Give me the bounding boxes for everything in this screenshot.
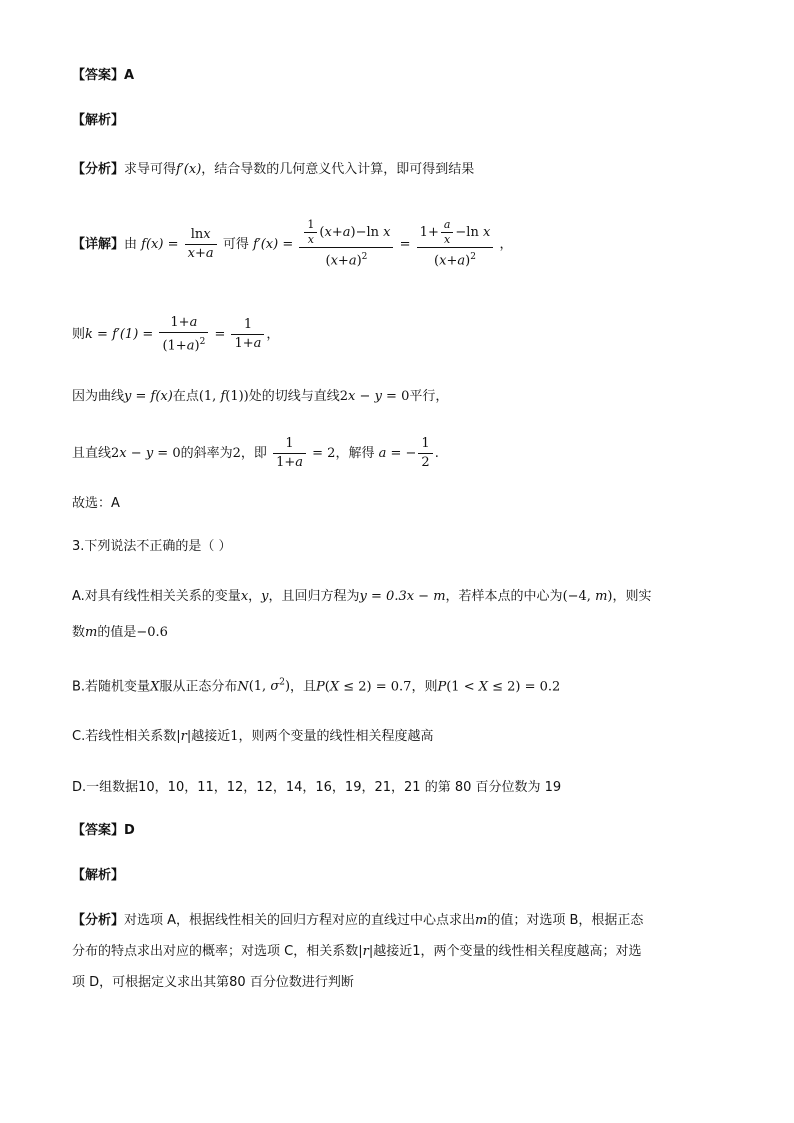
answer-2-label: 【答案】 [72, 823, 125, 838]
slope-b: 的斜率为 [180, 446, 233, 461]
option-c-3: ，则两个变量的线性相关程度越高 [238, 729, 434, 744]
option-b: B.若随机变量X服从正态分布N(1, $\sigma^2$)，且P(X ≤ 2) = 0.7，则P(1 < X ≤ 2) = 0.2 [72, 678, 561, 695]
analysis-2-label: 【分析】 [72, 913, 125, 928]
option-a-line-2: 数m的值是−0.6 [72, 625, 168, 640]
detail-by: 由 [124, 237, 138, 252]
analysis-label: 【分析】 [72, 162, 125, 177]
slope-d: ，即 [240, 446, 267, 461]
detail-get: 可得 [222, 237, 249, 252]
then-tail: ， [266, 327, 280, 342]
option-c-1: C.若线性相关系数 [72, 729, 177, 744]
answer-2-value: D [124, 823, 135, 838]
analysis-2-line-1: 【分析】对选项 A，根据线性相关的回归方程对应的直线过中心点求出m的值；对选项 B，根据正态 [72, 913, 644, 928]
formula-point: (1, f(1)) [198, 389, 249, 404]
slope-f: . [434, 446, 439, 461]
analysis-2-l2b: 越接近1，两个变量的线性相关程度越高；对选 [373, 944, 642, 959]
option-b-3: ，且 [290, 679, 317, 695]
slope-value: 2 [232, 446, 241, 461]
analysis-heading-2: 【解析】 [72, 868, 125, 883]
analysis-2-line-3: 项 D，可根据定义求出其第80 百分位数进行判断 [72, 975, 354, 990]
formula-line-2: 2x − y = 0 [111, 446, 181, 461]
option-b-2: 服从正态分布 [159, 679, 238, 695]
fraction-result: $\frac{1}{2}$ [418, 435, 432, 472]
formula-prob-2: P(1 < X ≤ 2) = 0.2 [437, 679, 561, 695]
formula-line: 2x − y = 0 [339, 389, 410, 404]
slope-a: 且直线 [72, 446, 112, 461]
fraction-derivative-1: $\frac{1}{x}$ (x+a)−ln x $(x+a)^2$ [299, 218, 393, 270]
analysis-text-b: ，结合导数的几何意义代入计算，即可得到结果 [201, 162, 475, 177]
formula-regression: y = 0.3x − m [359, 589, 446, 604]
slope-line: 且直线2x − y = 0的斜率为2，即 $\frac{1}{1+a}$ = 2，解得 a = − $\frac{1}{2}$ . [72, 436, 439, 470]
fraction-lnx-over-x-plus-a: $\frac{\ln x}{x+a}$ [185, 226, 217, 263]
answer-1 [72, 66, 134, 86]
option-a-4: ，则实 [612, 589, 652, 604]
option-a-5: 数 [72, 625, 86, 640]
analysis-2-l1b: 的值；对选项 B，根据正态 [487, 913, 644, 928]
option-a-2: ，且回归方程为 [268, 589, 360, 604]
formula-fx: f(x) [141, 237, 164, 252]
option-c-2: 越接近 [191, 729, 231, 744]
detail-then: 则k = f′(1) = $\frac{1+a}{(1+a)^2}$ = $\frac{1}{1+a}$ ， [72, 314, 280, 354]
formula-value: −0.6 [136, 625, 168, 640]
analysis-1 [72, 160, 474, 180]
analysis-heading-1: 【解析】 [72, 113, 125, 128]
option-d: D.一组数据10，10，11，12，12，14，16，19，21，21 的第 80 百分位数为 19 [72, 780, 562, 795]
formula-k: k [85, 327, 93, 342]
curve-b: 在点 [172, 389, 199, 404]
fraction-k-1: $\frac{1+a}{(1+a)^2}$ [159, 314, 208, 355]
curve-line [72, 387, 448, 407]
option-a-6: 的值是 [97, 625, 137, 640]
analysis-2-l2a: 分布的特点求出对应的概率；对选项 C，相关系数 [72, 944, 359, 959]
option-a-1: A.对具有线性相关关系的变量 [72, 589, 241, 604]
detail-comma: ， [499, 237, 513, 252]
formula-abs-r: |r| [176, 729, 192, 744]
analysis-2-l1a: 对选项 A，根据线性相关的回归方程对应的直线过中心点求出 [124, 913, 476, 928]
fraction-derivative-2: 1+ $\frac{a}{x}$ −ln x $(x+a)^2$ [417, 218, 494, 270]
fraction-slope: $\frac{1}{1+a}$ [273, 435, 306, 472]
option-b-1: B.若随机变量 [72, 679, 151, 695]
answer-label: 【答案】 [72, 68, 125, 83]
option-c: C.若线性相关系数|r|越接近1，则两个变量的线性相关程度越高 [72, 729, 434, 744]
option-a-3: ，若样本点的中心为 [445, 589, 563, 604]
option-b-4: ，则 [411, 679, 438, 695]
answer-2 [72, 821, 135, 841]
slope-e: ，解得 [335, 446, 375, 461]
formula-prob-1: P(X ≤ 2) = 0.7 [316, 679, 412, 695]
answer-value: A [124, 68, 135, 83]
option-a-line-1: A.对具有线性相关关系的变量x，y，且回归方程为y = 0.3x − m，若样本点的中心为(−4, m)，则实 [72, 589, 652, 604]
then-text: 则 [72, 327, 86, 342]
curve-d: 平行， [409, 389, 449, 404]
formula-fprime: f′(x) [252, 237, 279, 252]
detail-label: 【详解】 [72, 237, 125, 252]
choose-1: 故选：A [72, 496, 120, 511]
fraction-k-2: $\frac{1}{1+a}$ [231, 316, 264, 353]
curve-c: 处的切线与直线 [248, 389, 340, 404]
formula-normal: N [237, 679, 249, 695]
analysis-2-line-2: 分布的特点求出对应的概率；对选项 C，相关系数|r|越接近1，两个变量的线性相关程度越高；对选 [72, 944, 642, 959]
formula-y-fx: y = f(x) [124, 389, 173, 404]
analysis-text-a: 求导可得 [124, 162, 177, 177]
curve-a: 因为曲线 [72, 389, 125, 404]
formula-center: (−4, m) [562, 589, 613, 604]
formula-fprime-x: f′(x) [176, 162, 202, 177]
detail-1: 【详解】由 f(x) = $\frac{\ln x}{x+a}$ 可得 f′(x) = $\frac{1}{x}$ (x+a)−ln x $(x+a)^2$ = 1+ $\frac{a}{x}$ −ln x $(x+a)^2$ ， [72, 218, 513, 269]
question-3-stem: 3.下列说法不正确的是（ ） [72, 539, 232, 554]
